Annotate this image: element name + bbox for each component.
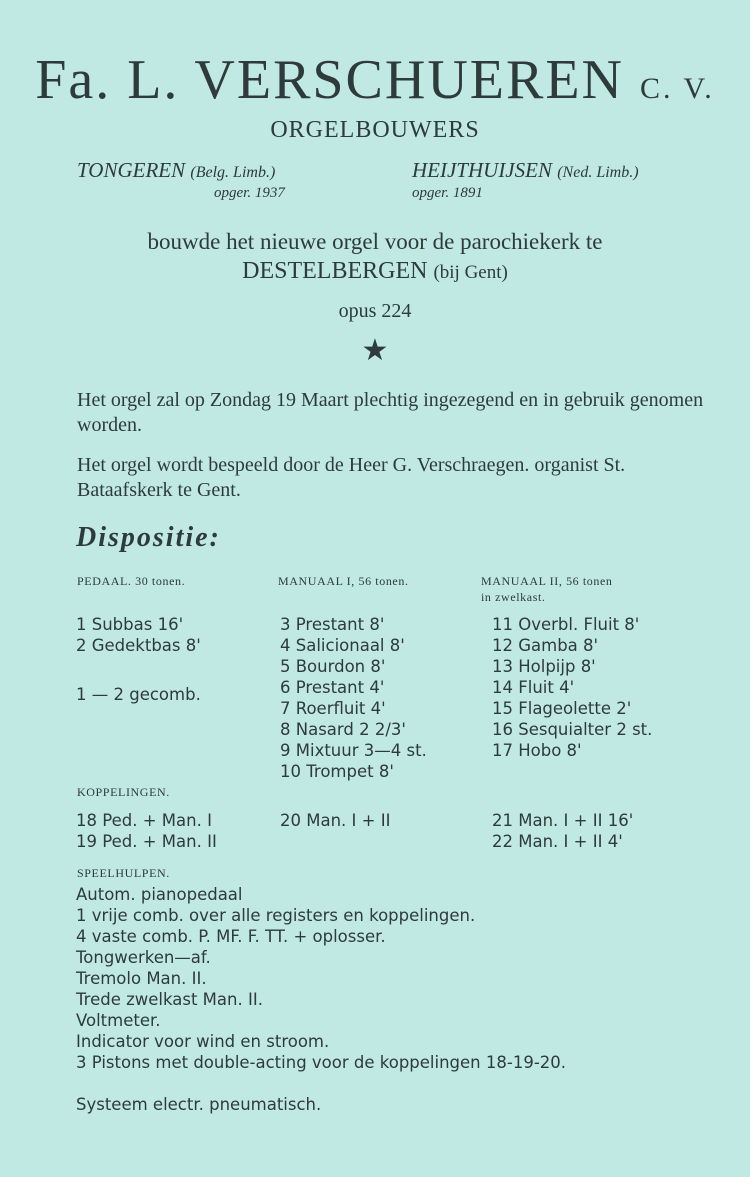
left-location [77,158,275,183]
stop-item: 15 Flageolette 2' [492,699,632,718]
left-region: (Belg. Limb.) [190,164,276,181]
right-region: (Ned. Limb.) [557,164,639,181]
stop-item: 3 Prestant 8' [280,615,385,634]
aid-item: 4 vaste comb. P. MF. F. TT. + oplosser. [76,927,386,946]
manuaal2-heading: MANUAAL II, 56 tonen [481,574,613,588]
stop-item: 13 Holpijp 8' [492,657,596,676]
firm-suffix: C. V. [640,72,715,105]
coupler-item: 20 Man. I + II [280,811,391,830]
speelhulpen-heading: SPEELHULPEN. [77,866,170,880]
system-footer: Systeem electr. pneumatisch. [76,1095,322,1114]
paragraph-organist: Het orgel wordt bespeeld door de Heer G. Verschraegen. organist St. Bataafskerk te Gent. [77,454,626,501]
coupler-item: 21 Man. I + II 16' [492,811,634,830]
manuaal1-heading: MANUAAL I, 56 tonen. [278,574,409,588]
pedaal-note: 1 — 2 gecomb. [76,685,201,704]
aid-item: 1 vrije comb. over alle registers en koppelingen. [76,906,476,925]
stop-item: 1 Subbas 16' [76,615,184,634]
left-city: TONGEREN [77,158,186,182]
dispositie-heading: Dispositie: [76,522,221,553]
stop-item: 6 Prestant 4' [280,678,385,697]
aid-item: Indicator voor wind en stroom. [76,1032,330,1051]
firm-subtitle: ORGELBOUWERS [270,117,480,143]
right-city: HEIJTHUIJSEN [412,158,552,182]
aid-item: Voltmeter. [76,1011,161,1030]
stop-item: 17 Hobo 8' [492,741,582,760]
speelhulpen-list [76,884,566,1073]
manuaal2-heading-sub: in zwelkast. [481,590,546,604]
stop-item: 4 Salicionaal 8' [280,636,405,655]
stop-item: 7 Roerfluit 4' [280,699,386,718]
church-place [0,258,750,285]
coupler-item: 19 Ped. + Man. II [76,832,217,851]
aid-item: Autom. pianopedaal [76,885,243,904]
stop-item: 5 Bourdon 8' [280,657,386,676]
opus-number: opus 224 [338,300,412,322]
aid-item: Tongwerken—af. [76,948,211,967]
stop-item: 16 Sesquialter 2 st. [492,720,653,739]
place-note: (bij Gent) [433,262,508,283]
stop-item: 8 Nasard 2 2/3' [280,720,406,739]
intro-line: bouwde het nieuwe orgel voor de parochiekerk te [147,229,603,254]
stop-item: 11 Overbl. Fluit 8' [492,615,640,634]
pedaal-heading: PEDAAL. 30 tonen. [77,574,186,588]
aid-item: Tremolo Man. II. [76,969,207,988]
firm-name [0,49,750,111]
left-founded: opger. 1937 [214,185,285,201]
manuaal2-stops [492,614,652,761]
aid-item: Trede zwelkast Man. II. [76,990,263,1009]
koppelingen-manuaal [280,810,390,831]
koppelingen-manuaal-extra [492,810,633,852]
stop-item: 10 Trompet 8' [280,762,394,781]
star-ornament-icon: ★ [361,334,389,367]
paragraph-inauguration: Het orgel zal op Zondag 19 Maart plechtig ingezegend en in gebruik genomen worden. [77,389,704,436]
place-name: DESTELBERGEN [242,258,428,284]
right-founded: opger. 1891 [412,185,483,201]
koppelingen-heading: KOPPELINGEN. [77,785,170,799]
aid-item: 3 Pistons met double-acting voor de koppelingen 18-19-20. [76,1053,567,1072]
pedaal-stops [76,614,201,656]
firm-name-text: Fa. L. VERSCHUEREN [35,49,624,111]
stop-item: 9 Mixtuur 3—4 st. [280,741,427,760]
koppelingen-pedaal [76,810,217,852]
coupler-item: 18 Ped. + Man. I [76,811,212,830]
stop-item: 14 Fluit 4' [492,678,575,697]
manuaal1-stops [280,614,427,782]
stop-item: 12 Gamba 8' [492,636,599,655]
stop-item: 2 Gedektbas 8' [76,636,201,655]
right-location [412,158,639,183]
coupler-item: 22 Man. I + II 4' [492,832,623,851]
